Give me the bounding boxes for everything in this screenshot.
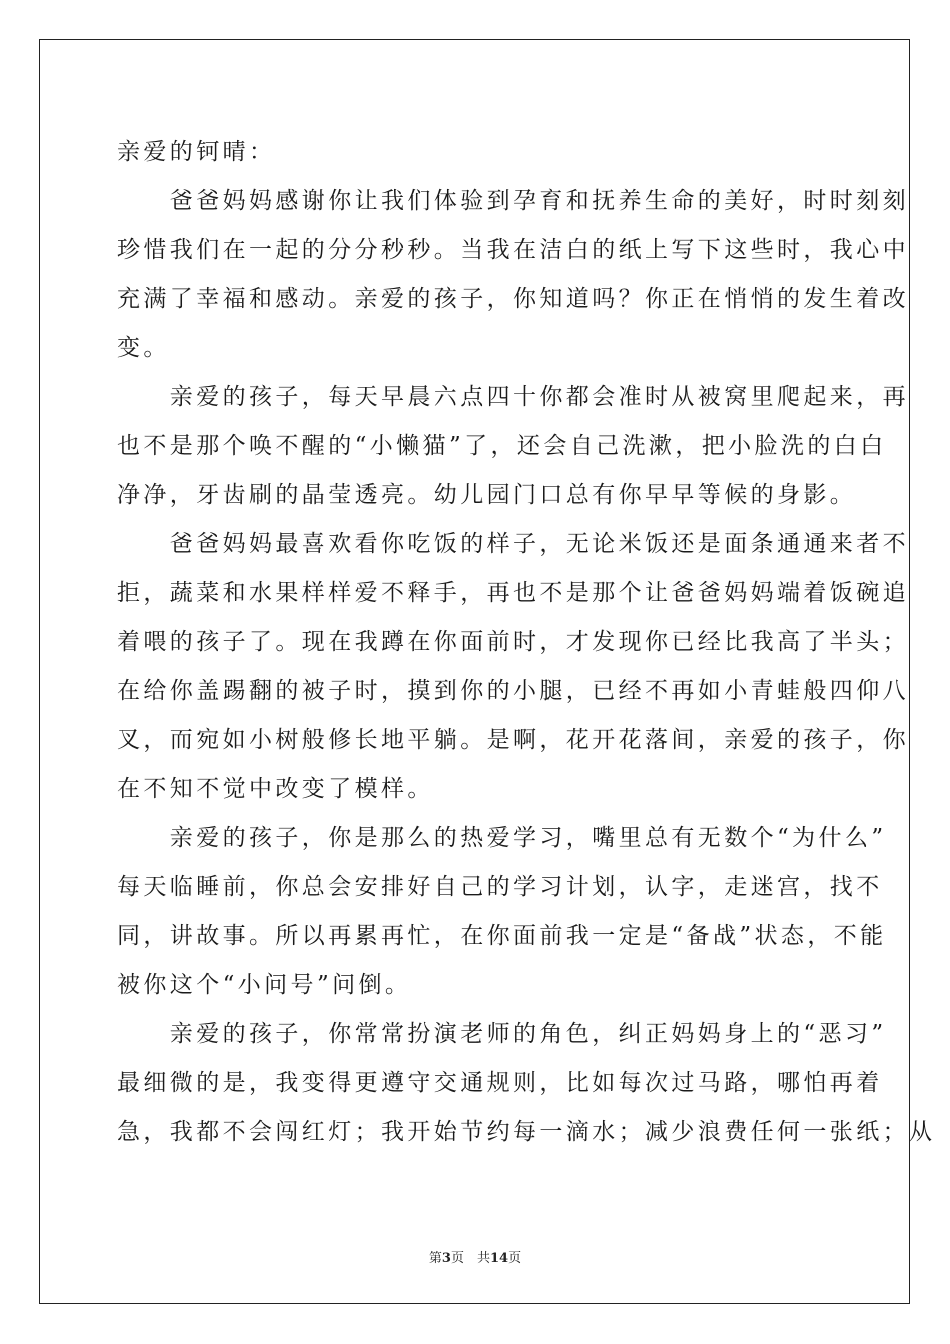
- text-line: 每天临睡前，你总会安排好自己的学习计划，认字，走迷宫，找不: [117, 874, 883, 900]
- text-line: 爸爸妈妈最喜欢看你吃饭的样子，无论米饭还是面条通通来者不: [117, 531, 909, 557]
- letter-body: [117, 128, 936, 1157]
- text-line: 净净，牙齿刷的晶莹透亮。幼儿园门口总有你早早等候的身影。: [117, 482, 857, 508]
- text-line: 变。: [117, 335, 170, 361]
- footer-prefix: 第: [428, 1251, 442, 1266]
- text-line: 被你这个“小问号”问倒。: [117, 972, 412, 998]
- text-line: 充满了幸福和感动。亲爱的孩子，你知道吗？你正在悄悄的发生着改: [117, 286, 909, 312]
- text-line: 着喂的孩子了。现在我蹲在你面前时，才发现你已经比我高了半头；: [117, 629, 909, 655]
- text-line: 拒，蔬菜和水果样样爱不释手，再也不是那个让爸爸妈妈端着饭碗追: [117, 580, 909, 606]
- text-line: 急，我都不会闯红灯；我开始节约每一滴水；减少浪费任何一张纸；从: [117, 1119, 936, 1145]
- total-page-count: 14: [489, 1251, 509, 1266]
- text-line: 同，讲故事。所以再累再忙，在你面前我一定是“备战”状态，不能: [117, 923, 887, 949]
- footer-suffix: 页: [508, 1251, 522, 1266]
- text-line: 在给你盖踢翻的被子时，摸到你的小腿，已经不再如小青蛙般四仰八: [117, 678, 909, 704]
- text-line: 爸爸妈妈感谢你让我们体验到孕育和抚养生命的美好，时时刻刻: [117, 188, 909, 214]
- current-page-number: 3: [441, 1251, 451, 1266]
- salutation: 亲爱的钶晴：: [117, 139, 276, 165]
- text-line: 亲爱的孩子，每天早晨六点四十你都会准时从被窝里爬起来，再: [117, 384, 909, 410]
- text-line: 最细微的是，我变得更遵守交通规则，比如每次过马路，哪怕再着: [117, 1070, 883, 1096]
- text-line: 亲爱的孩子，你是那么的热爱学习，嘴里总有无数个“为什么”: [117, 825, 887, 851]
- page-footer: [0, 1247, 950, 1266]
- text-line: 珍惜我们在一起的分分秒秒。当我在洁白的纸上写下这些时，我心中: [117, 237, 909, 263]
- text-line: 也不是那个唤不醒的“小懒猫”了，还会自己洗漱，把小脸洗的白白: [117, 433, 887, 459]
- text-line: 在不知不觉中改变了模样。: [117, 776, 434, 802]
- footer-middle: 页 共: [450, 1251, 490, 1266]
- text-line: 叉，而宛如小树般修长地平躺。是啊，花开花落间，亲爱的孩子，你: [117, 727, 909, 753]
- text-line: 亲爱的孩子，你常常扮演老师的角色，纠正妈妈身上的“恶习”: [117, 1021, 887, 1047]
